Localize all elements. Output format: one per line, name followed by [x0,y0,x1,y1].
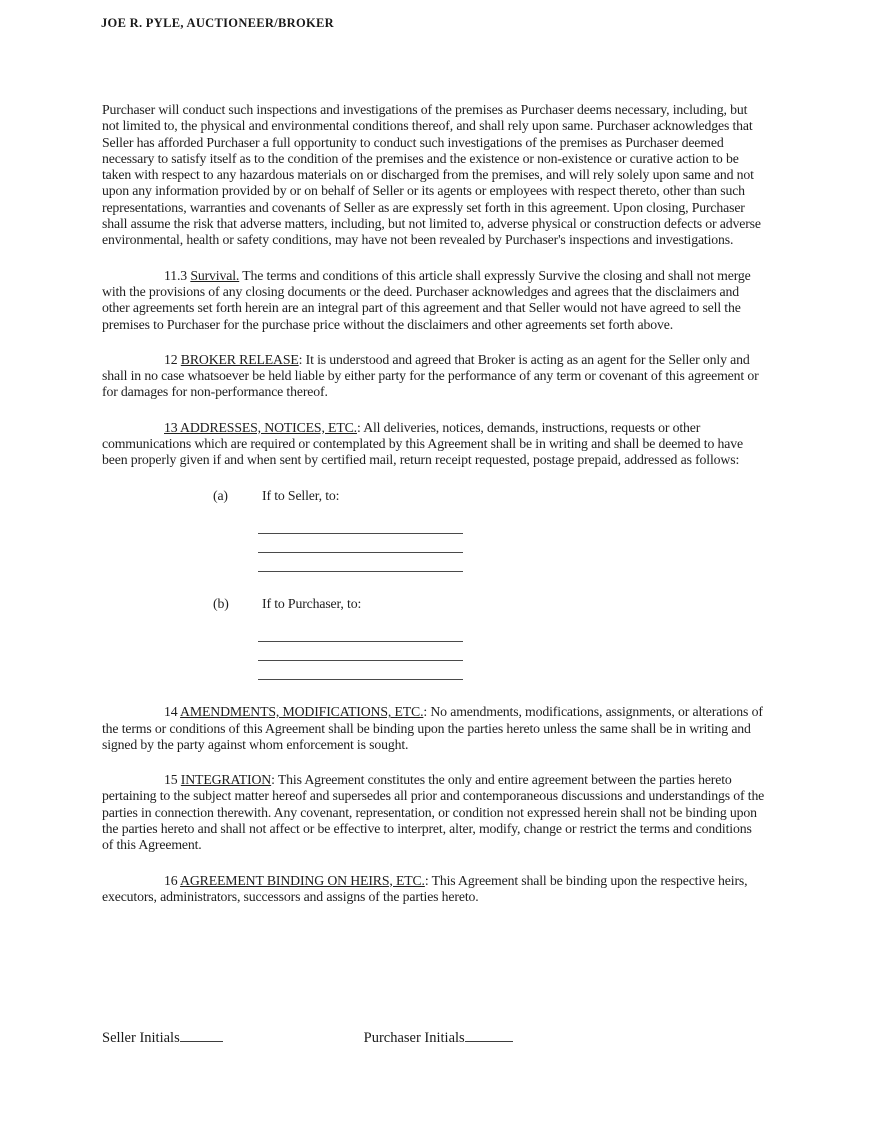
section-heading: BROKER RELEASE [180,351,299,367]
paragraph-text: 15 [164,772,181,788]
paragraph [102,102,766,249]
paragraph-text: 16 [164,872,181,888]
paragraph-text: : It is understood and agreed that Broker is acting as an agent for the Seller only and shall in no case whatsoever be held liable by either party for the performance of any term or covenant of this agreement or for damages for non-performance thereof. [102,351,759,400]
address-item-label: (a) [213,487,228,503]
paragraph [102,772,766,853]
address-blank-line [258,553,463,572]
address-block [102,488,766,572]
address-row [213,596,766,612]
seller-initials-line [180,1026,223,1042]
paragraph [102,704,766,753]
address-row [213,488,766,504]
purchaser-initials-label: Purchaser Initials [363,1030,465,1046]
paragraph-text: Purchaser will conduct such inspections and investigations of the premises as Purchaser deems necessary, including, but not limited to, the physical and environmental conditions thereof, and shall rely upon same. Purchaser acknowledges that Seller has afforded Purchaser a full opportunity to conduct such investigations of the premises as Purchaser deemed necessary to satisfy itself as to the condition of the premises and the existence or non-existence or curative action to be taken with respect to any hazardous materials on or discharged from the premises, and will rely solely upon same and not upon any information provided by or on behalf of Seller or its agents or employees with respect thereto, other than such representations, warranties and covenants of Seller as are expressly set forth in this agreement. Upon closing, Purchaser shall assume the risk that adverse matters, including, but not limited to, adverse physical or construction defects or adverse environmental, health or safety conditions, may have not been revealed by Purchaser's inspections and investigations. [102,102,761,248]
section-heading: AMENDMENTS, MODIFICATIONS, ETC. [180,704,424,720]
paragraph [102,873,766,906]
address-blank-line [258,661,463,680]
address-blank-line [258,534,463,553]
paragraph [102,352,766,401]
section-heading: Survival. [190,267,240,283]
paragraph-text: : This Agreement constitutes the only and entire agreement between the parties hereto pertaining to the subject matter hereof and supersedes all prior and contemporaneous discussions and understandings of the parties in connection therewith. Any covenant, representation, or condition not expressed herein shall not be binding upon the parties hereto and shall not affect or be effective to interpret, alter, modify, change or restrict the terms and conditions of this Agreement. [102,772,765,853]
paragraph-text: : This Agreement shall be binding upon the respective heirs, executors, administrators, successors and assigns of the parties hereto. [102,872,748,904]
seller-initials-label: Seller Initials [102,1030,180,1046]
paragraph-text: : No amendments, modifications, assignments, or alterations of the terms or conditions of this Agreement shall be binding upon the parties hereto unless the same shall be in writing and signed by the party against whom enforcement is sought. [102,704,763,752]
paragraph-text: 11.3 [164,267,191,283]
paragraph-text: : All deliveries, notices, demands, instructions, requests or other communications which are required or contemplated by this Agreement shall be in writing and shall be deemed to have been properly given if and when sent by certified mail, return receipt requested, postage prepaid, addressed as follows: [102,419,743,468]
initials-footer [102,1026,766,1047]
seller-initials [102,1026,360,1047]
section-heading: 13 ADDRESSES, NOTICES, ETC. [164,419,357,435]
address-heading: If to Seller, to: [262,487,340,503]
purchaser-initials [364,1026,513,1047]
paragraph [102,268,766,333]
paragraph-text: 12 [164,351,181,367]
paragraph-text: 14 [164,704,181,720]
address-blank-line [258,623,463,642]
address-blank-line [258,515,463,534]
address-item-label: (b) [213,595,229,611]
address-blank-line [258,642,463,661]
address-heading: If to Purchaser, to: [262,595,362,611]
section-heading: INTEGRATION [180,772,272,788]
purchaser-initials-line [465,1026,513,1042]
document-body [102,102,766,924]
document-header-title: JOE R. PYLE, AUCTIONEER/BROKER [101,16,334,30]
paragraph [102,420,766,469]
address-block [102,596,766,680]
paragraph-text: The terms and conditions of this article shall expressly Survive the closing and shall not merge with the provisions of any closing documents or the deed. Purchaser acknowledges and agrees that the disclaimers and other agreements set forth herein are an integral part of this agreement and that Seller would not have agreed to sell the premises to Purchaser for the purchase price without the disclaimers and other agreements set forth above. [102,267,751,332]
section-heading: AGREEMENT BINDING ON HEIRS, ETC. [180,872,425,888]
